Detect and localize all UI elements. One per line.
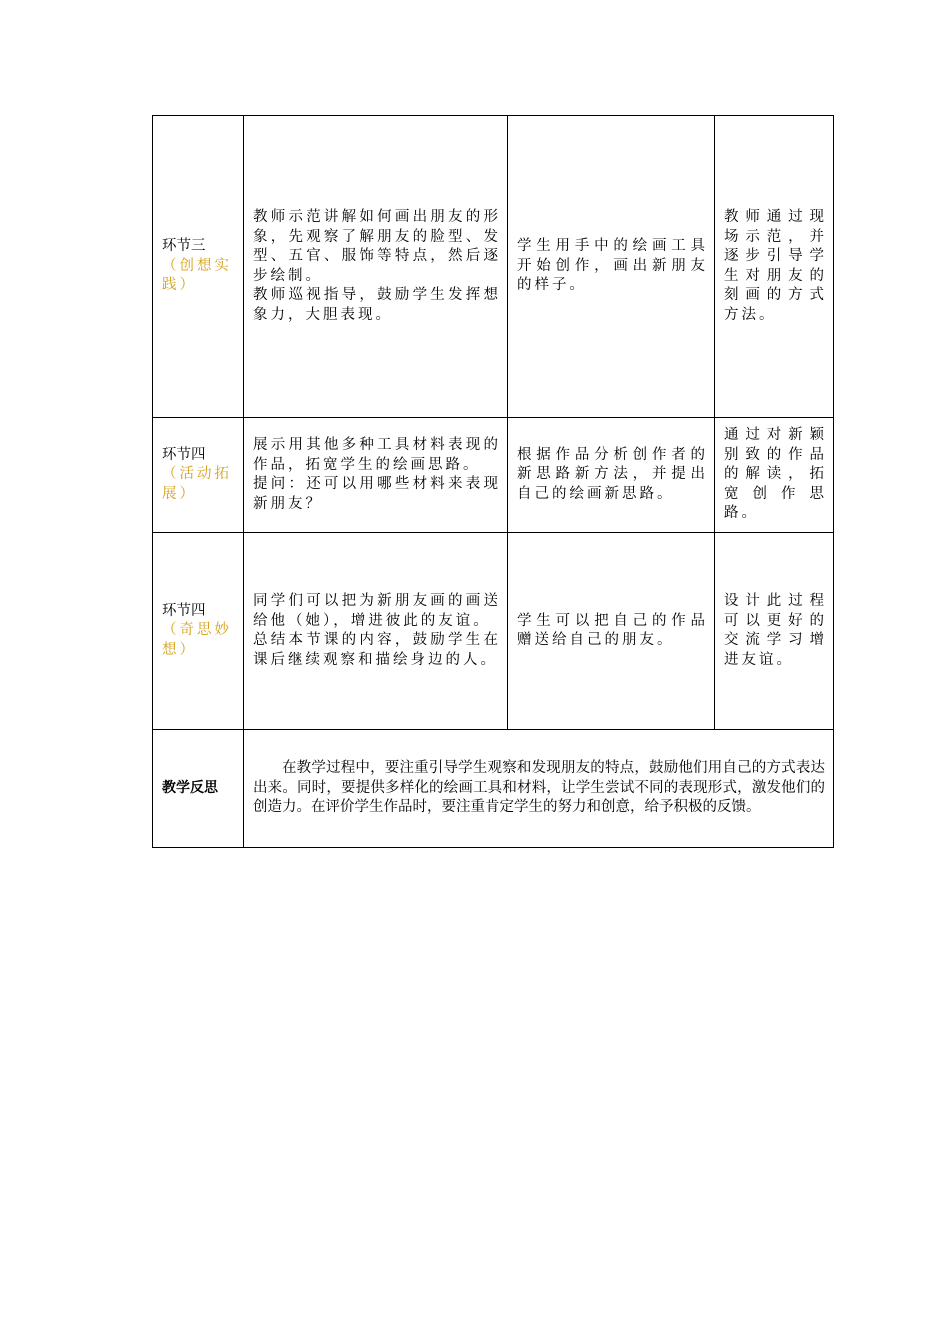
design-intent-text: 教师通过现场示范，并逐步引导学生对朋友的刻画的方式方法。 <box>724 209 827 323</box>
design-intent-text: 通过对新颖别致的作品的解读，拓宽创作思路。 <box>724 427 827 522</box>
table-row <box>153 116 834 418</box>
stage-subtitle: （创想实践） <box>162 257 232 294</box>
student-activity-text: 根据作品分析创作者的新思路新方法，并提出自己的绘画新思路。 <box>517 446 708 502</box>
design-intent-cell <box>715 418 834 533</box>
student-activity-text: 学生可以把自己的作品赠送给自己的朋友。 <box>517 612 708 648</box>
teacher-activity-text: 展示用其他多种工具材料表现的作品，拓宽学生的绘画思路。 <box>253 437 501 473</box>
student-activity-cell <box>508 116 715 418</box>
stage-cell <box>153 418 244 533</box>
stage-cell <box>153 533 244 730</box>
reflection-text-cell <box>244 730 834 848</box>
reflection-text: 在教学过程中，要注重引导学生观察和发现朋友的特点，鼓励他们用自己的方式表达出来。同时，要提供多样化的绘画工具和材料，让学生尝试不同的表现形式，激发他们的创造力。在评价学生作品时，要注重肯定学生的努力和创意，给予积极的反馈。 <box>253 760 825 816</box>
design-intent-cell <box>715 533 834 730</box>
student-activity-text: 学生用手中的绘画工具开始创作，画出新朋友的样子。 <box>517 238 708 294</box>
stage-title: 环节四 <box>162 602 206 619</box>
stage-title: 环节三 <box>162 238 206 255</box>
reflection-label: 教学反思 <box>162 779 218 796</box>
stage-subtitle: （奇思妙想） <box>162 622 232 658</box>
stage-title: 环节四 <box>162 446 206 463</box>
teacher-activity-text: 教师巡视指导，鼓励学生发挥想象力，大胆表现。 <box>253 287 501 323</box>
student-activity-cell <box>508 533 715 730</box>
teacher-activity-cell <box>244 418 508 533</box>
teacher-activity-cell <box>244 533 508 730</box>
stage-subtitle: （活动拓展） <box>162 466 232 502</box>
stage-cell <box>153 116 244 418</box>
teacher-activity-text: 总结本节课的内容，鼓励学生在课后继续观察和描绘身边的人。 <box>253 632 501 668</box>
design-intent-text: 设计此过程可以更好的交流学习增进友谊。 <box>724 593 827 668</box>
teacher-activity-text: 教师示范讲解如何画出朋友的形象，先观察了解朋友的脸型、发型、五官、服饰等特点，然后逐步绘制。 <box>253 209 501 284</box>
table-row <box>153 730 834 848</box>
student-activity-cell <box>508 418 715 533</box>
design-intent-cell <box>715 116 834 418</box>
table-row <box>153 533 834 730</box>
teacher-activity-text: 提问：还可以用哪些材料来表现新朋友？ <box>253 476 501 512</box>
lesson-plan-table <box>152 115 834 848</box>
teacher-activity-cell <box>244 116 508 418</box>
teacher-activity-text: 同学们可以把为新朋友画的画送给他（她），增进彼此的友谊。 <box>253 593 501 629</box>
reflection-label-cell <box>153 730 244 848</box>
table-row <box>153 418 834 533</box>
